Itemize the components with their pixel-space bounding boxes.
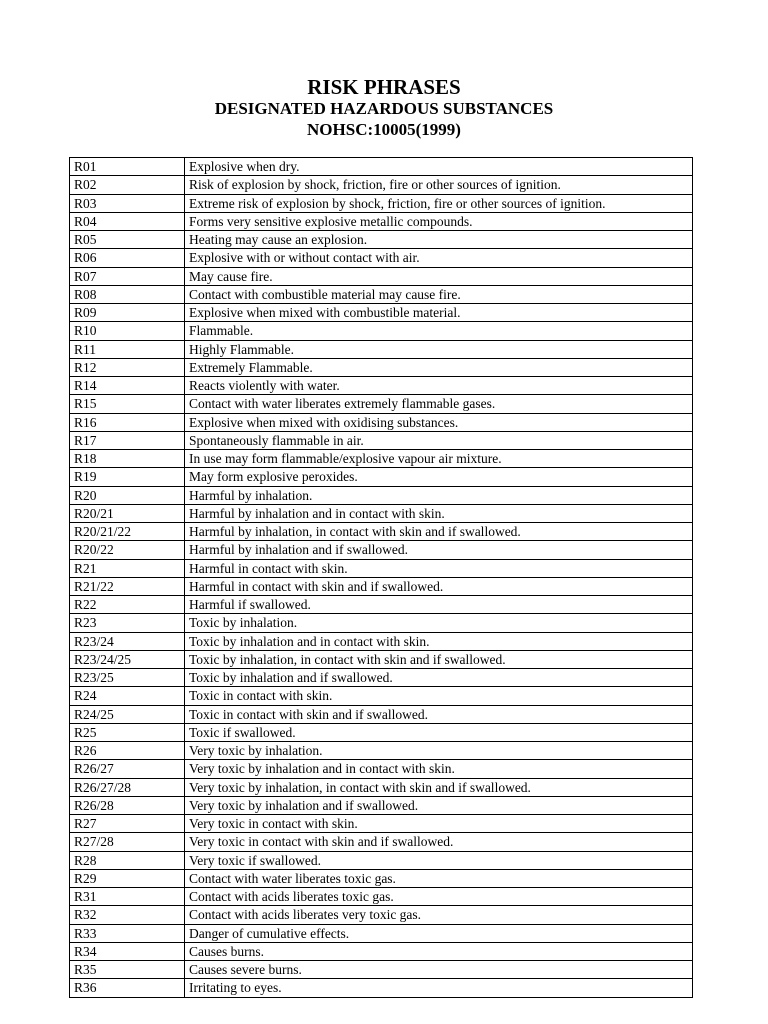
table-row: [70, 833, 693, 851]
phrase-code: R09: [70, 304, 185, 322]
phrase-code: R29: [70, 869, 185, 887]
phrase-text: Risk of explosion by shock, friction, fire or other sources of ignition.: [185, 176, 693, 194]
phrase-code: R24/25: [70, 705, 185, 723]
phrase-code: R27/28: [70, 833, 185, 851]
table-row: [70, 979, 693, 997]
phrase-code: R23/25: [70, 669, 185, 687]
table-row: [70, 942, 693, 960]
table-row: [70, 176, 693, 194]
phrase-code: R07: [70, 267, 185, 285]
phrase-code: R25: [70, 723, 185, 741]
table-row: [70, 504, 693, 522]
table-row: [70, 541, 693, 559]
phrase-code: R20/21: [70, 504, 185, 522]
table-row: [70, 632, 693, 650]
phrase-text: Very toxic by inhalation.: [185, 742, 693, 760]
table-row: [70, 267, 693, 285]
phrase-text: Very toxic in contact with skin.: [185, 815, 693, 833]
phrase-text: Very toxic if swallowed.: [185, 851, 693, 869]
phrase-code: R08: [70, 285, 185, 303]
phrase-code: R33: [70, 924, 185, 942]
phrase-code: R19: [70, 468, 185, 486]
phrase-text: Highly Flammable.: [185, 340, 693, 358]
phrase-code: R23: [70, 614, 185, 632]
table-row: [70, 906, 693, 924]
phrase-text: May cause fire.: [185, 267, 693, 285]
phrase-text: Toxic by inhalation.: [185, 614, 693, 632]
phrase-code: R28: [70, 851, 185, 869]
table-row: [70, 431, 693, 449]
table-row: [70, 212, 693, 230]
table-row: [70, 924, 693, 942]
phrase-code: R02: [70, 176, 185, 194]
phrase-text: Spontaneously flammable in air.: [185, 431, 693, 449]
phrase-text: Toxic in contact with skin and if swallowed.: [185, 705, 693, 723]
phrase-code: R36: [70, 979, 185, 997]
table-row: [70, 523, 693, 541]
phrase-text: Harmful by inhalation and in contact with skin.: [185, 504, 693, 522]
phrase-code: R34: [70, 942, 185, 960]
table-row: [70, 577, 693, 595]
table-row: [70, 705, 693, 723]
phrase-code: R32: [70, 906, 185, 924]
phrase-text: Causes burns.: [185, 942, 693, 960]
table-row: [70, 377, 693, 395]
phrase-text: Harmful in contact with skin and if swallowed.: [185, 577, 693, 595]
table-row: [70, 158, 693, 176]
phrase-code: R26: [70, 742, 185, 760]
phrase-text: Reacts violently with water.: [185, 377, 693, 395]
table-row: [70, 231, 693, 249]
table-row: [70, 760, 693, 778]
table-row: [70, 486, 693, 504]
table-row: [70, 869, 693, 887]
table-row: [70, 322, 693, 340]
table-row: [70, 596, 693, 614]
phrase-text: Toxic by inhalation, in contact with skin and if swallowed.: [185, 650, 693, 668]
phrase-code: R23/24/25: [70, 650, 185, 668]
phrase-code: R18: [70, 450, 185, 468]
phrase-code: R05: [70, 231, 185, 249]
phrase-code: R21/22: [70, 577, 185, 595]
table-row: [70, 450, 693, 468]
phrase-text: Flammable.: [185, 322, 693, 340]
phrase-text: Very toxic in contact with skin and if swallowed.: [185, 833, 693, 851]
phrase-text: Toxic if swallowed.: [185, 723, 693, 741]
phrase-code: R04: [70, 212, 185, 230]
phrase-code: R17: [70, 431, 185, 449]
phrase-code: R35: [70, 961, 185, 979]
table-row: [70, 723, 693, 741]
phrase-text: Very toxic by inhalation and if swallowed.: [185, 796, 693, 814]
phrase-code: R24: [70, 687, 185, 705]
table-row: [70, 340, 693, 358]
phrase-text: May form explosive peroxides.: [185, 468, 693, 486]
phrase-text: Contact with combustible material may cause fire.: [185, 285, 693, 303]
table-row: [70, 358, 693, 376]
phrase-text: Contact with acids liberates toxic gas.: [185, 888, 693, 906]
phrase-code: R11: [70, 340, 185, 358]
phrase-code: R21: [70, 559, 185, 577]
table-row: [70, 395, 693, 413]
phrase-code: R20/21/22: [70, 523, 185, 541]
table-row: [70, 468, 693, 486]
phrase-text: Irritating to eyes.: [185, 979, 693, 997]
phrase-text: Explosive when mixed with combustible material.: [185, 304, 693, 322]
phrase-code: R26/27: [70, 760, 185, 778]
phrase-code: R15: [70, 395, 185, 413]
phrase-code: R12: [70, 358, 185, 376]
phrase-code: R26/27/28: [70, 778, 185, 796]
phrase-code: R22: [70, 596, 185, 614]
table-row: [70, 742, 693, 760]
phrase-code: R01: [70, 158, 185, 176]
phrase-text: Harmful in contact with skin.: [185, 559, 693, 577]
risk-phrases-table: [69, 157, 693, 998]
phrase-text: Toxic in contact with skin.: [185, 687, 693, 705]
table-row: [70, 778, 693, 796]
phrase-text: Extremely Flammable.: [185, 358, 693, 376]
phrase-text: Contact with water liberates extremely flammable gases.: [185, 395, 693, 413]
reference-code: NOHSC:10005(1999): [307, 120, 461, 139]
phrase-text: Very toxic by inhalation and in contact with skin.: [185, 760, 693, 778]
phrase-text: Harmful if swallowed.: [185, 596, 693, 614]
phrase-code: R06: [70, 249, 185, 267]
phrase-code: R23/24: [70, 632, 185, 650]
phrase-text: Causes severe burns.: [185, 961, 693, 979]
phrase-text: Explosive when mixed with oxidising substances.: [185, 413, 693, 431]
phrase-code: R31: [70, 888, 185, 906]
table-row: [70, 194, 693, 212]
phrase-text: Harmful by inhalation and if swallowed.: [185, 541, 693, 559]
phrase-text: Harmful by inhalation.: [185, 486, 693, 504]
table-body: [70, 158, 693, 998]
table-row: [70, 614, 693, 632]
table-row: [70, 669, 693, 687]
phrase-text: Explosive with or without contact with air.: [185, 249, 693, 267]
phrase-text: Heating may cause an explosion.: [185, 231, 693, 249]
phrase-code: R03: [70, 194, 185, 212]
phrase-text: Harmful by inhalation, in contact with skin and if swallowed.: [185, 523, 693, 541]
phrase-text: Forms very sensitive explosive metallic compounds.: [185, 212, 693, 230]
table-row: [70, 559, 693, 577]
phrase-text: Extreme risk of explosion by shock, friction, fire or other sources of ignition.: [185, 194, 693, 212]
phrase-text: Contact with water liberates toxic gas.: [185, 869, 693, 887]
table-row: [70, 285, 693, 303]
phrase-code: R10: [70, 322, 185, 340]
phrase-code: R16: [70, 413, 185, 431]
table-row: [70, 413, 693, 431]
table-row: [70, 888, 693, 906]
page-subtitle: DESIGNATED HAZARDOUS SUBSTANCES: [214, 99, 554, 118]
phrase-text: Toxic by inhalation and if swallowed.: [185, 669, 693, 687]
table-row: [70, 249, 693, 267]
phrase-text: Danger of cumulative effects.: [185, 924, 693, 942]
table-row: [70, 815, 693, 833]
phrase-text: In use may form flammable/explosive vapour air mixture.: [185, 450, 693, 468]
phrase-code: R20: [70, 486, 185, 504]
phrase-code: R26/28: [70, 796, 185, 814]
phrase-code: R14: [70, 377, 185, 395]
phrase-code: R20/22: [70, 541, 185, 559]
table-row: [70, 304, 693, 322]
phrase-text: Contact with acids liberates very toxic gas.: [185, 906, 693, 924]
phrase-code: R27: [70, 815, 185, 833]
table-row: [70, 687, 693, 705]
table-row: [70, 796, 693, 814]
phrase-text: Toxic by inhalation and in contact with skin.: [185, 632, 693, 650]
phrase-text: Explosive when dry.: [185, 158, 693, 176]
phrase-text: Very toxic by inhalation, in contact with skin and if swallowed.: [185, 778, 693, 796]
page-title: RISK PHRASES: [307, 75, 461, 99]
table-row: [70, 961, 693, 979]
table-row: [70, 650, 693, 668]
table-row: [70, 851, 693, 869]
